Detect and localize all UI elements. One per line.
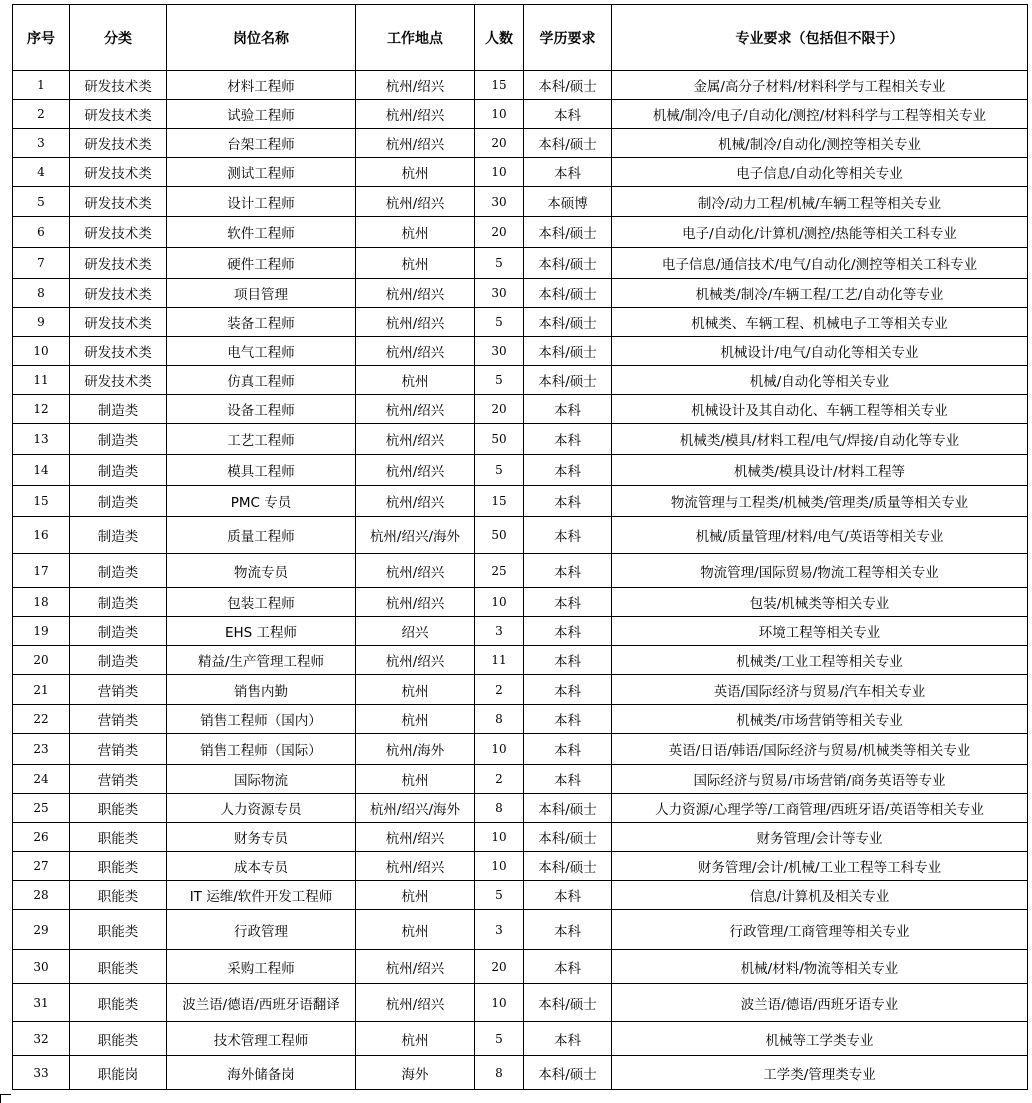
row-category: 研发技术类 <box>70 308 167 337</box>
row-location: 杭州/绍兴 <box>356 337 475 366</box>
row-category: 研发技术类 <box>70 129 167 158</box>
table-row <box>13 1022 1028 1056</box>
row-location: 杭州/绍兴 <box>356 308 475 337</box>
row-category: 营销类 <box>70 765 167 794</box>
row-location: 绍兴 <box>356 617 475 646</box>
row-education: 本科 <box>524 395 612 424</box>
row-major: 机械类、车辆工程、机械电子工等相关专业 <box>612 308 1028 337</box>
row-category: 职能类 <box>70 881 167 910</box>
row-education: 本科 <box>524 675 612 705</box>
header-education: 学历要求 <box>524 5 612 71</box>
row-position: 电气工程师 <box>167 337 356 366</box>
row-position: 行政管理 <box>167 910 356 950</box>
row-location: 杭州/绍兴 <box>356 395 475 424</box>
row-education: 本科/硕士 <box>524 1056 612 1090</box>
row-position: 海外储备岗 <box>167 1056 356 1090</box>
row-education: 本科 <box>524 455 612 486</box>
row-count: 15 <box>475 71 524 100</box>
row-major: 机械/材料/物流等相关专业 <box>612 950 1028 984</box>
row-major: 英语/国际经济与贸易/汽车相关专业 <box>612 675 1028 705</box>
row-education: 本科 <box>524 617 612 646</box>
row-count: 30 <box>475 187 524 217</box>
table-row <box>13 950 1028 984</box>
row-count: 10 <box>475 158 524 187</box>
row-category: 制造类 <box>70 455 167 486</box>
table-row <box>13 100 1028 129</box>
row-position: 精益/生产管理工程师 <box>167 646 356 675</box>
row-count: 10 <box>475 734 524 765</box>
header-major: 专业要求（包括但不限于） <box>612 5 1028 71</box>
row-major: 机械设计/电气/自动化等相关专业 <box>612 337 1028 366</box>
row-position: 波兰语/德语/西班牙语翻译 <box>167 984 356 1022</box>
row-count: 30 <box>475 337 524 366</box>
row-education: 本科 <box>524 100 612 129</box>
row-major: 机械等工学类专业 <box>612 1022 1028 1056</box>
row-major: 财务管理/会计/机械/工业工程等工科专业 <box>612 852 1028 881</box>
row-no: 21 <box>13 675 70 705</box>
row-no: 16 <box>13 517 70 554</box>
row-location: 杭州 <box>356 675 475 705</box>
row-category: 制造类 <box>70 646 167 675</box>
row-position: IT 运维/软件开发工程师 <box>167 881 356 910</box>
row-no: 8 <box>13 279 70 308</box>
row-no: 13 <box>13 424 70 455</box>
table-row <box>13 129 1028 158</box>
recruitment-table <box>12 4 1028 1090</box>
row-position: 模具工程师 <box>167 455 356 486</box>
row-count: 3 <box>475 910 524 950</box>
row-location: 杭州/绍兴 <box>356 646 475 675</box>
row-position: 国际物流 <box>167 765 356 794</box>
row-education: 本科/硕士 <box>524 337 612 366</box>
row-category: 研发技术类 <box>70 71 167 100</box>
table-row <box>13 158 1028 187</box>
header-no: 序号 <box>13 5 70 71</box>
row-location: 海外 <box>356 1056 475 1090</box>
row-no: 7 <box>13 248 70 279</box>
row-major: 物流管理与工程类/机械类/管理类/质量等相关专业 <box>612 486 1028 517</box>
row-position: 测试工程师 <box>167 158 356 187</box>
table-body <box>13 71 1028 1090</box>
row-location: 杭州/绍兴 <box>356 588 475 617</box>
row-count: 25 <box>475 554 524 588</box>
row-education: 本科 <box>524 517 612 554</box>
row-category: 职能类 <box>70 852 167 881</box>
header-position: 岗位名称 <box>167 5 356 71</box>
row-position: 人力资源专员 <box>167 794 356 823</box>
row-education: 本科/硕士 <box>524 984 612 1022</box>
row-count: 3 <box>475 617 524 646</box>
row-major: 国际经济与贸易/市场营销/商务英语等专业 <box>612 765 1028 794</box>
row-category: 制造类 <box>70 424 167 455</box>
row-location: 杭州/绍兴 <box>356 129 475 158</box>
row-major: 机械/质量管理/材料/电气/英语等相关专业 <box>612 517 1028 554</box>
row-no: 20 <box>13 646 70 675</box>
row-no: 22 <box>13 705 70 734</box>
table-row <box>13 588 1028 617</box>
table-row <box>13 910 1028 950</box>
row-category: 营销类 <box>70 705 167 734</box>
row-count: 5 <box>475 881 524 910</box>
table-row <box>13 705 1028 734</box>
row-education: 本科 <box>524 910 612 950</box>
table-row <box>13 71 1028 100</box>
row-major: 人力资源/心理学等/工商管理/西班牙语/英语等相关专业 <box>612 794 1028 823</box>
row-no: 19 <box>13 617 70 646</box>
row-category: 制造类 <box>70 486 167 517</box>
row-education: 本科/硕士 <box>524 248 612 279</box>
row-position: 台架工程师 <box>167 129 356 158</box>
row-education: 本科/硕士 <box>524 71 612 100</box>
row-major: 财务管理/会计等专业 <box>612 823 1028 852</box>
row-category: 研发技术类 <box>70 248 167 279</box>
row-no: 10 <box>13 337 70 366</box>
row-count: 50 <box>475 517 524 554</box>
row-education: 本科 <box>524 734 612 765</box>
table-row <box>13 395 1028 424</box>
row-category: 职能类 <box>70 984 167 1022</box>
table-row <box>13 881 1028 910</box>
table-row <box>13 308 1028 337</box>
row-count: 30 <box>475 279 524 308</box>
row-position: 材料工程师 <box>167 71 356 100</box>
row-education: 本科 <box>524 486 612 517</box>
row-no: 32 <box>13 1022 70 1056</box>
row-count: 10 <box>475 100 524 129</box>
row-category: 职能类 <box>70 794 167 823</box>
row-major: 机械/自动化等相关专业 <box>612 366 1028 395</box>
row-count: 11 <box>475 646 524 675</box>
row-location: 杭州/绍兴 <box>356 100 475 129</box>
row-count: 5 <box>475 308 524 337</box>
row-no: 18 <box>13 588 70 617</box>
row-category: 研发技术类 <box>70 366 167 395</box>
row-location: 杭州/绍兴 <box>356 71 475 100</box>
row-category: 职能类 <box>70 823 167 852</box>
row-no: 24 <box>13 765 70 794</box>
row-major: 物流管理/国际贸易/物流工程等相关专业 <box>612 554 1028 588</box>
table-row <box>13 765 1028 794</box>
row-location: 杭州 <box>356 158 475 187</box>
row-major: 电子/自动化/计算机/测控/热能等相关工科专业 <box>612 217 1028 248</box>
row-category: 职能类 <box>70 910 167 950</box>
row-count: 2 <box>475 765 524 794</box>
row-education: 本科/硕士 <box>524 794 612 823</box>
row-no: 5 <box>13 187 70 217</box>
table-row <box>13 217 1028 248</box>
row-category: 营销类 <box>70 734 167 765</box>
row-no: 14 <box>13 455 70 486</box>
row-category: 研发技术类 <box>70 100 167 129</box>
row-major: 金属/高分子材料/材料科学与工程相关专业 <box>612 71 1028 100</box>
row-count: 20 <box>475 129 524 158</box>
row-location: 杭州/绍兴 <box>356 424 475 455</box>
row-position: 技术管理工程师 <box>167 1022 356 1056</box>
table-row <box>13 486 1028 517</box>
row-category: 制造类 <box>70 517 167 554</box>
row-position: 设计工程师 <box>167 187 356 217</box>
row-location: 杭州/绍兴 <box>356 279 475 308</box>
row-education: 本科 <box>524 424 612 455</box>
row-no: 2 <box>13 100 70 129</box>
row-category: 职能类 <box>70 1022 167 1056</box>
row-no: 9 <box>13 308 70 337</box>
row-location: 杭州/绍兴 <box>356 455 475 486</box>
row-count: 5 <box>475 366 524 395</box>
table-row <box>13 823 1028 852</box>
row-no: 23 <box>13 734 70 765</box>
row-education: 本科 <box>524 646 612 675</box>
row-no: 17 <box>13 554 70 588</box>
table-row <box>13 187 1028 217</box>
table-row <box>13 248 1028 279</box>
row-major: 行政管理/工商管理等相关专业 <box>612 910 1028 950</box>
row-location: 杭州/绍兴 <box>356 187 475 217</box>
row-education: 本科 <box>524 158 612 187</box>
table-row <box>13 366 1028 395</box>
row-position: 物流专员 <box>167 554 356 588</box>
row-education: 本科/硕士 <box>524 852 612 881</box>
row-education: 本科/硕士 <box>524 217 612 248</box>
row-no: 31 <box>13 984 70 1022</box>
row-count: 10 <box>475 823 524 852</box>
row-location: 杭州 <box>356 705 475 734</box>
row-count: 5 <box>475 1022 524 1056</box>
row-no: 28 <box>13 881 70 910</box>
row-category: 制造类 <box>70 395 167 424</box>
header-count: 人数 <box>475 5 524 71</box>
table-row <box>13 424 1028 455</box>
row-major: 机械类/制冷/车辆工程/工艺/自动化等专业 <box>612 279 1028 308</box>
row-no: 33 <box>13 1056 70 1090</box>
row-category: 制造类 <box>70 617 167 646</box>
row-count: 2 <box>475 675 524 705</box>
table-row <box>13 646 1028 675</box>
row-major: 制冷/动力工程/机械/车辆工程等相关专业 <box>612 187 1028 217</box>
table-row <box>13 984 1028 1022</box>
row-category: 研发技术类 <box>70 187 167 217</box>
row-position: 试验工程师 <box>167 100 356 129</box>
row-category: 研发技术类 <box>70 279 167 308</box>
row-no: 26 <box>13 823 70 852</box>
row-no: 30 <box>13 950 70 984</box>
row-category: 研发技术类 <box>70 337 167 366</box>
row-education: 本科/硕士 <box>524 279 612 308</box>
row-major: 工学类/管理类专业 <box>612 1056 1028 1090</box>
row-location: 杭州/绍兴 <box>356 554 475 588</box>
row-category: 制造类 <box>70 588 167 617</box>
table-row <box>13 675 1028 705</box>
row-count: 8 <box>475 794 524 823</box>
row-major: 机械类/市场营销等相关专业 <box>612 705 1028 734</box>
row-no: 6 <box>13 217 70 248</box>
row-education: 本科 <box>524 1022 612 1056</box>
row-location: 杭州/海外 <box>356 734 475 765</box>
row-count: 20 <box>475 395 524 424</box>
row-location: 杭州/绍兴/海外 <box>356 794 475 823</box>
row-major: 环境工程等相关专业 <box>612 617 1028 646</box>
row-category: 研发技术类 <box>70 158 167 187</box>
header-location: 工作地点 <box>356 5 475 71</box>
row-education: 本科 <box>524 705 612 734</box>
row-major: 机械类/模具/材料工程/电气/焊接/自动化等专业 <box>612 424 1028 455</box>
row-major: 机械/制冷/自动化/测控等相关专业 <box>612 129 1028 158</box>
row-location: 杭州/绍兴 <box>356 486 475 517</box>
row-major: 英语/日语/韩语/国际经济与贸易/机械类等相关专业 <box>612 734 1028 765</box>
row-major: 电子信息/通信技术/电气/自动化/测控等相关工科专业 <box>612 248 1028 279</box>
row-count: 50 <box>475 424 524 455</box>
row-position: 项目管理 <box>167 279 356 308</box>
row-category: 营销类 <box>70 675 167 705</box>
row-location: 杭州 <box>356 1022 475 1056</box>
row-major: 波兰语/德语/西班牙语专业 <box>612 984 1028 1022</box>
row-position: 销售内勤 <box>167 675 356 705</box>
table-row <box>13 1056 1028 1090</box>
row-position: 软件工程师 <box>167 217 356 248</box>
row-education: 本科 <box>524 554 612 588</box>
table-row <box>13 337 1028 366</box>
row-no: 12 <box>13 395 70 424</box>
row-education: 本科/硕士 <box>524 129 612 158</box>
row-no: 4 <box>13 158 70 187</box>
row-count: 10 <box>475 588 524 617</box>
row-no: 15 <box>13 486 70 517</box>
row-count: 8 <box>475 705 524 734</box>
row-location: 杭州 <box>356 910 475 950</box>
table-header-row <box>13 5 1028 71</box>
row-category: 职能岗 <box>70 1056 167 1090</box>
table-row <box>13 517 1028 554</box>
row-education: 本科 <box>524 765 612 794</box>
row-major: 包装/机械类等相关专业 <box>612 588 1028 617</box>
row-no: 3 <box>13 129 70 158</box>
row-position: 销售工程师（国际） <box>167 734 356 765</box>
table-row <box>13 554 1028 588</box>
row-position: 成本专员 <box>167 852 356 881</box>
row-location: 杭州/绍兴/海外 <box>356 517 475 554</box>
header-category: 分类 <box>70 5 167 71</box>
row-location: 杭州 <box>356 765 475 794</box>
row-category: 制造类 <box>70 554 167 588</box>
row-count: 8 <box>475 1056 524 1090</box>
row-location: 杭州 <box>356 881 475 910</box>
row-count: 10 <box>475 852 524 881</box>
row-major: 机械类/模具设计/材料工程等 <box>612 455 1028 486</box>
row-count: 5 <box>475 248 524 279</box>
row-major: 机械设计及其自动化、车辆工程等相关专业 <box>612 395 1028 424</box>
row-count: 15 <box>475 486 524 517</box>
row-position: 包装工程师 <box>167 588 356 617</box>
table-row <box>13 734 1028 765</box>
row-count: 10 <box>475 984 524 1022</box>
row-category: 研发技术类 <box>70 217 167 248</box>
row-position: 质量工程师 <box>167 517 356 554</box>
row-major: 机械/制冷/电子/自动化/测控/材料科学与工程等相关专业 <box>612 100 1028 129</box>
row-no: 11 <box>13 366 70 395</box>
row-education: 本科/硕士 <box>524 366 612 395</box>
row-no: 29 <box>13 910 70 950</box>
row-education: 本科 <box>524 881 612 910</box>
row-education: 本科 <box>524 950 612 984</box>
row-location: 杭州/绍兴 <box>356 950 475 984</box>
row-position: 设备工程师 <box>167 395 356 424</box>
table-row <box>13 455 1028 486</box>
row-position: PMC 专员 <box>167 486 356 517</box>
row-major: 机械类/工业工程等相关专业 <box>612 646 1028 675</box>
row-position: EHS 工程师 <box>167 617 356 646</box>
table-row <box>13 617 1028 646</box>
row-major: 信息/计算机及相关专业 <box>612 881 1028 910</box>
row-location: 杭州 <box>356 217 475 248</box>
row-position: 销售工程师（国内） <box>167 705 356 734</box>
row-education: 本硕博 <box>524 187 612 217</box>
row-count: 5 <box>475 455 524 486</box>
row-education: 本科/硕士 <box>524 823 612 852</box>
row-location: 杭州/绍兴 <box>356 984 475 1022</box>
row-position: 装备工程师 <box>167 308 356 337</box>
row-education: 本科 <box>524 588 612 617</box>
row-location: 杭州/绍兴 <box>356 823 475 852</box>
row-no: 27 <box>13 852 70 881</box>
row-position: 工艺工程师 <box>167 424 356 455</box>
row-location: 杭州 <box>356 366 475 395</box>
table-row <box>13 794 1028 823</box>
row-count: 20 <box>475 217 524 248</box>
row-major: 电子信息/自动化等相关专业 <box>612 158 1028 187</box>
table-row <box>13 852 1028 881</box>
row-position: 采购工程师 <box>167 950 356 984</box>
row-education: 本科/硕士 <box>524 308 612 337</box>
row-position: 硬件工程师 <box>167 248 356 279</box>
table-row <box>13 279 1028 308</box>
row-location: 杭州 <box>356 248 475 279</box>
row-count: 20 <box>475 950 524 984</box>
row-position: 财务专员 <box>167 823 356 852</box>
row-position: 仿真工程师 <box>167 366 356 395</box>
row-category: 职能类 <box>70 950 167 984</box>
row-location: 杭州/绍兴 <box>356 852 475 881</box>
row-no: 1 <box>13 71 70 100</box>
row-no: 25 <box>13 794 70 823</box>
